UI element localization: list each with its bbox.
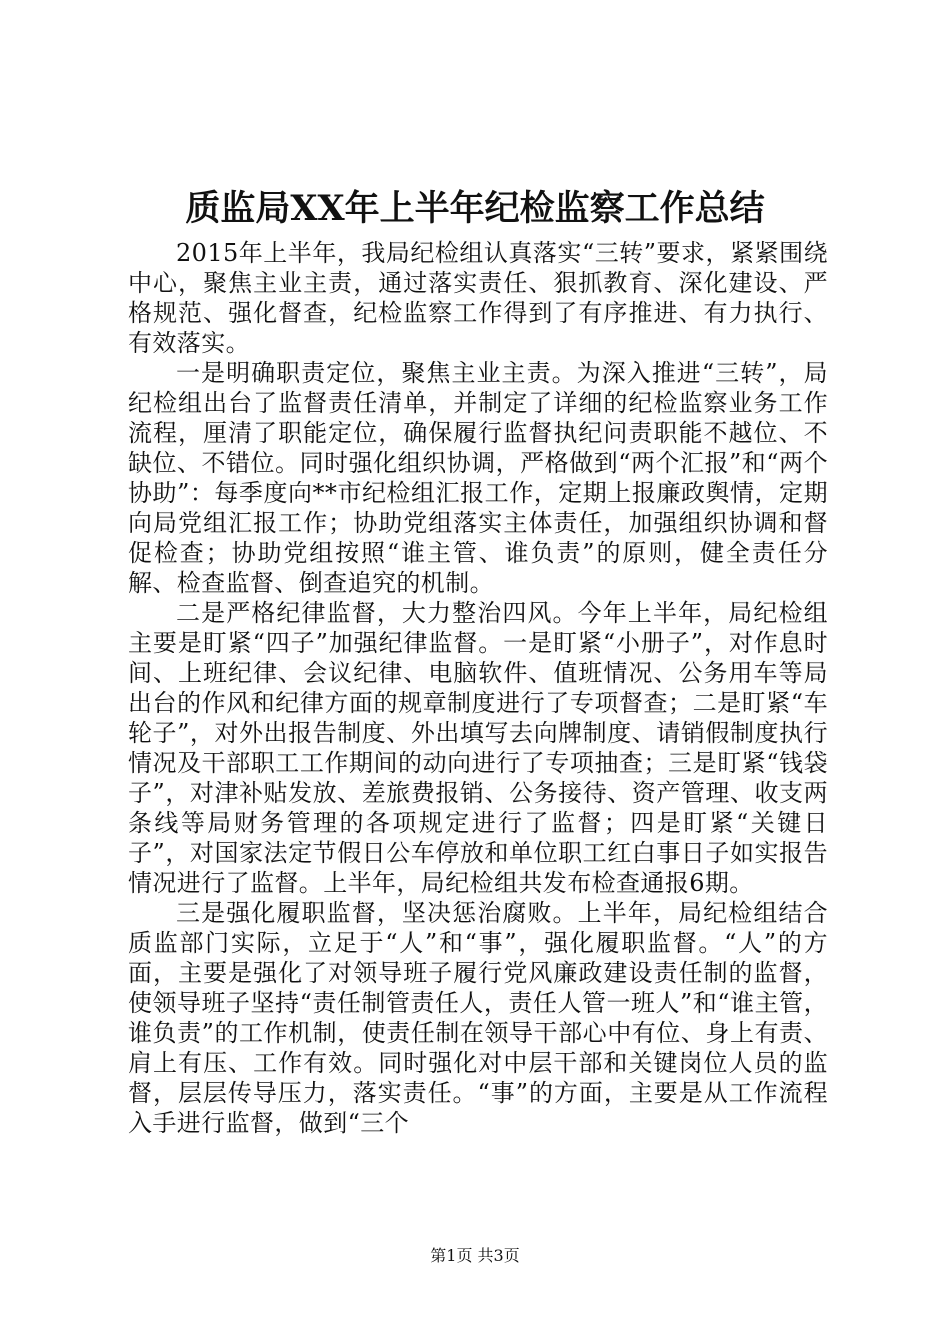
paragraph-supervision: 三是强化履职监督，坚决惩治腐败。上半年，局纪检组结合质监部门实际，立足于“人”和“事”，强化履职监督。“人”的方面，主要是强化了对领导班子履行党风廉政建设责任制的监督，使领导班子坚持“责任制管责任人，责任人管一班人”和“谁主管，谁负责”的工作机制，使责任制在领导干部心中有位、身上有责、肩上有压、工作有效。同时强化对中层干部和关键岗位人员的监督，层层传导压力，落实责任。“事”的方面，主要是从工作流程入手进行监督，做到“三个 <box>128 899 828 1137</box>
page-footer: 第1页 共3页 <box>430 1246 520 1265</box>
document-title: 质监局XX年上半年纪检监察工作总结 <box>185 188 765 229</box>
paragraph-intro: 2015年上半年，我局纪检组认真落实“三转”要求，紧紧围绕中心，聚焦主业主责，通过落实责任、狠抓教育、深化建设、严格规范、强化督查，纪检监察工作得到了有序推进、有力执行、有效落实。 <box>128 239 828 357</box>
paragraph-discipline: 二是严格纪律监督，大力整治四风。今年上半年，局纪检组主要是盯紧“四子”加强纪律监督。一是盯紧“小册子”，对作息时间、上班纪律、会议纪律、电脑软件、值班情况、公务用车等局出台的作风和纪律方面的规章制度进行了专项督查；二是盯紧“车轮子”，对外出报告制度、外出填写去向牌制度、请销假制度执行情况及干部职工工作期间的动向进行了专项抽查；三是盯紧“钱袋子”，对津补贴发放、差旅费报销、公务接待、资产管理、收支两条线等局财务管理的各项规定进行了监督；四是盯紧“关键日子”，对国家法定节假日公车停放和单位职工红白事日子如实报告情况进行了监督。上半年，局纪检组共发布检查通报6期。 <box>128 599 828 897</box>
paragraph-duties: 一是明确职责定位，聚焦主业主责。为深入推进“三转”，局纪检组出台了监督责任清单，并制定了详细的纪检监察业务工作流程，厘清了职能定位，确保履行监督执纪问责职能不越位、不缺位、不错位。同时强化组织协调，严格做到“两个汇报”和“两个协助”：每季度向**市纪检组汇报工作，定期上报廉政舆情，定期向局党组汇报工作；协助党组落实主体责任，加强组织协调和督促检查；协助党组按照“谁主管、谁负责”的原则，健全责任分解、检查监督、倒查追究的机制。 <box>128 359 828 597</box>
document-body <box>128 238 828 1138</box>
